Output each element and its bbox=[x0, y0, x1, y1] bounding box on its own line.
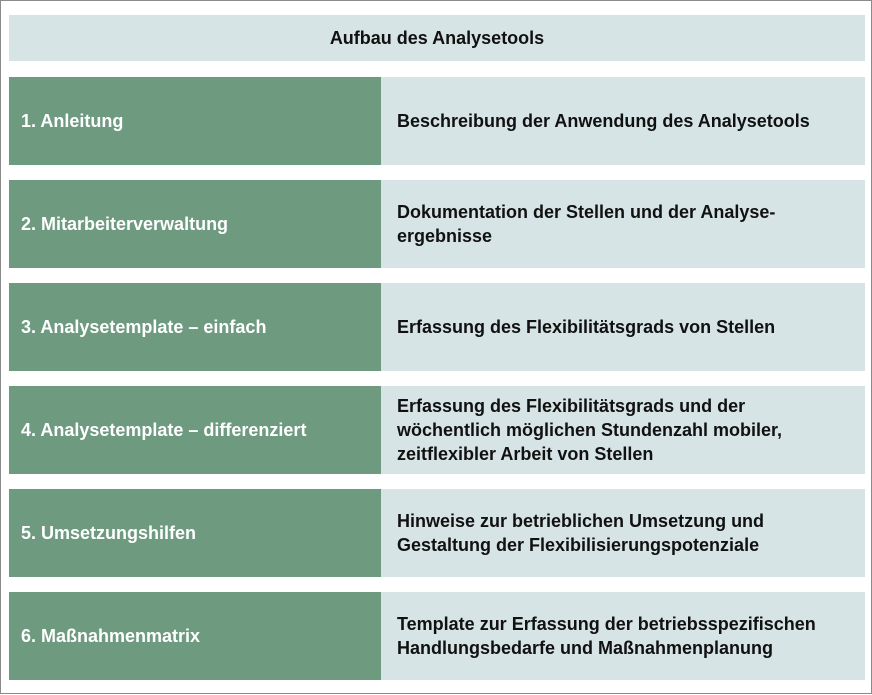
component-row bbox=[9, 386, 865, 474]
component-description: Beschreibung der Anwendung des Analysetools bbox=[381, 77, 865, 165]
component-label: 6. Maßnahmenmatrix bbox=[9, 592, 381, 680]
diagram-title: Aufbau des Analysetools bbox=[9, 15, 865, 61]
component-description: Dokumentation der Stellen und der Analyse- ergebnisse bbox=[381, 180, 865, 268]
component-label: 3. Analysetemplate – einfach bbox=[9, 283, 381, 371]
component-description: Erfassung des Flexibilitätsgrads von Stellen bbox=[381, 283, 865, 371]
component-description: Template zur Erfassung der betriebsspezifischen Handlungsbedarfe und Maßnahmenplanung bbox=[381, 592, 865, 680]
component-description: Hinweise zur betrieblichen Umsetzung und Gestaltung der Flexibilisierungspotenziale bbox=[381, 489, 865, 577]
component-list bbox=[9, 77, 865, 695]
component-label: 1. Anleitung bbox=[9, 77, 381, 165]
component-label: 4. Analysetemplate – differenziert bbox=[9, 386, 381, 474]
component-row bbox=[9, 592, 865, 680]
component-row bbox=[9, 489, 865, 577]
component-description: Erfassung des Flexibilitätsgrads und der wöchentlich möglichen Stundenzahl mobiler, zeitflexibler Arbeit von Stellen bbox=[381, 386, 865, 474]
component-row bbox=[9, 180, 865, 268]
component-label: 2. Mitarbeiterverwaltung bbox=[9, 180, 381, 268]
component-row bbox=[9, 283, 865, 371]
component-row bbox=[9, 77, 865, 165]
component-label: 5. Umsetzungshilfen bbox=[9, 489, 381, 577]
